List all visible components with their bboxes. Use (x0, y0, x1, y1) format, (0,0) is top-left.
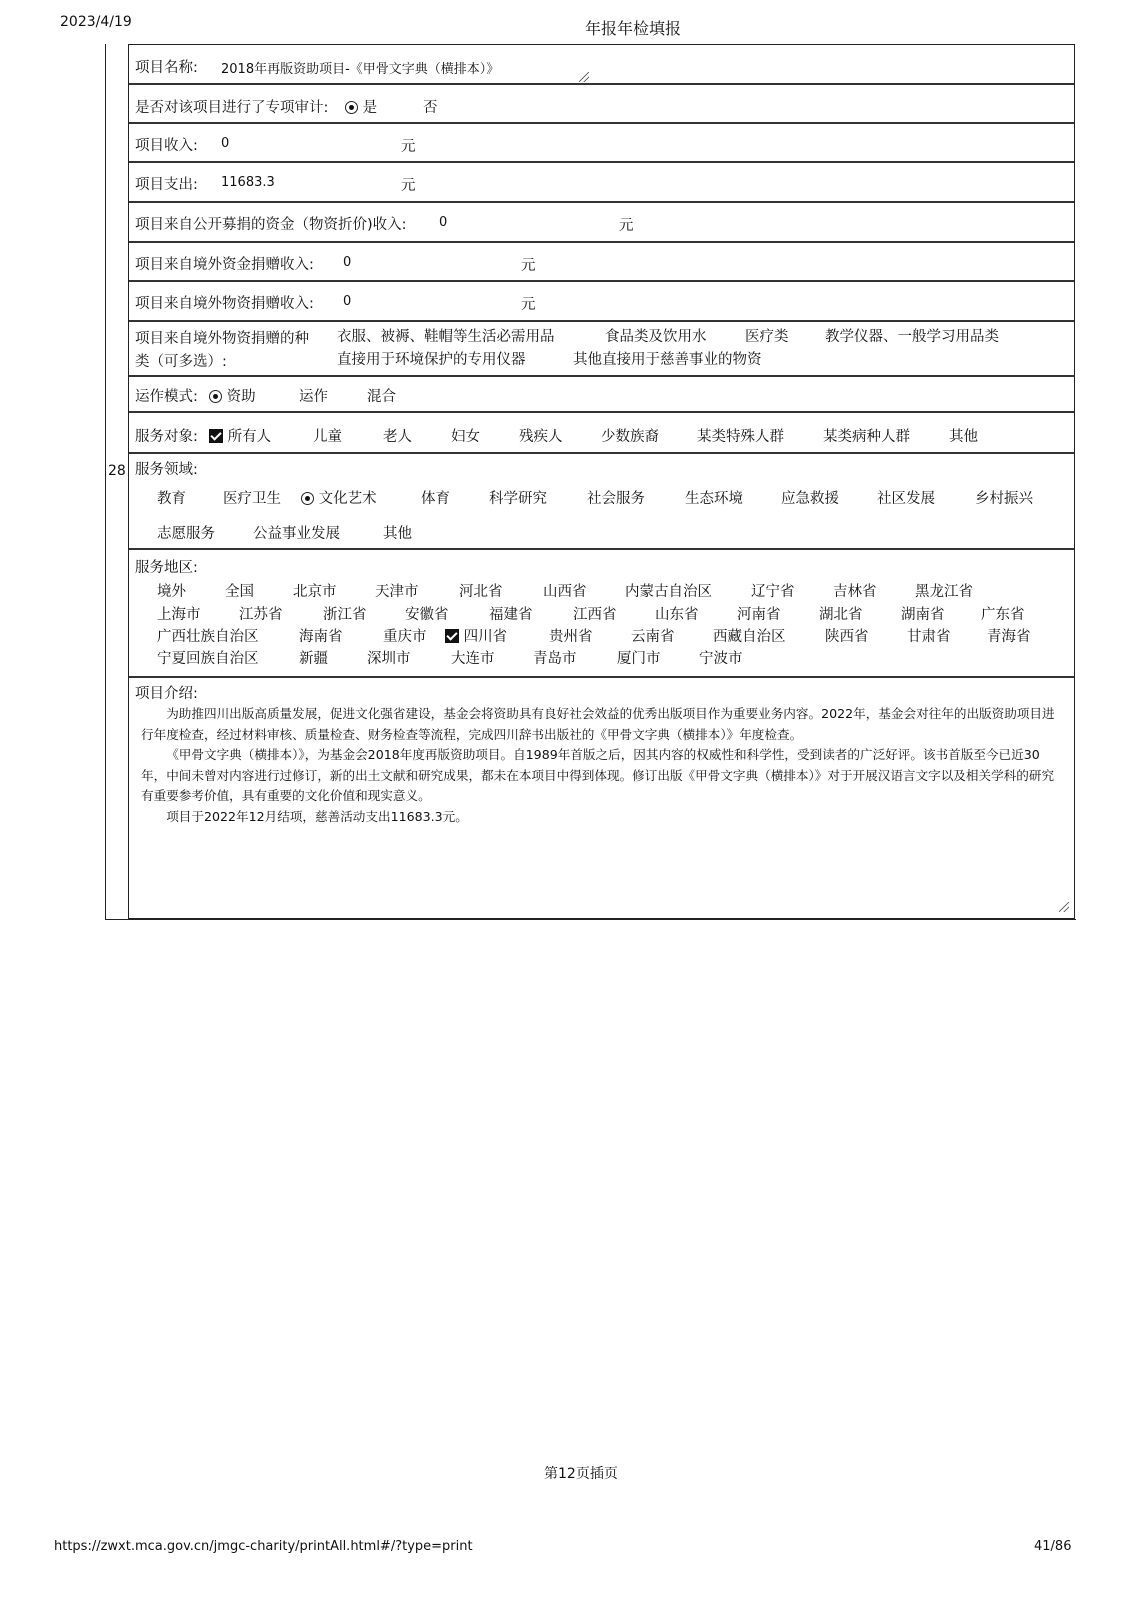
field-option[interactable]: 社区发展 (877, 491, 935, 507)
target-option[interactable]: 某类特殊人群 (697, 429, 784, 445)
regions-label: 服务地区: (135, 560, 198, 576)
region-option[interactable]: 甘肃省 (907, 629, 951, 645)
goods-option[interactable]: 食品类及饮用水 (605, 329, 707, 345)
resize-handle-icon[interactable] (1059, 902, 1069, 912)
audit-no-option[interactable]: 否 (423, 100, 438, 116)
goods-types-label-line2: 类（可多选）: (135, 354, 227, 370)
checkbox-checked-icon[interactable] (209, 429, 223, 443)
goods-types-label-line1: 项目来自境外物资捐赠的种 (135, 331, 309, 347)
income-label: 项目收入: (135, 138, 198, 154)
resize-handle-icon[interactable] (579, 72, 589, 82)
region-option[interactable]: 北京市 (293, 584, 337, 600)
expense-value[interactable]: 11683.3 (221, 175, 275, 190)
region-option[interactable]: 安徽省 (405, 607, 449, 623)
foreign-goods-value[interactable]: 0 (343, 294, 352, 309)
expense-unit: 元 (401, 178, 416, 194)
foreign-goods-row (129, 282, 1074, 322)
region-option-checked[interactable] (445, 625, 507, 646)
fields-label: 服务领域: (135, 462, 198, 478)
foreign-goods-label: 项目来自境外物资捐赠收入: (135, 296, 314, 312)
page-note: 第12页插页 (544, 1466, 618, 1482)
region-option[interactable]: 广东省 (981, 607, 1025, 623)
region-option[interactable]: 陕西省 (825, 629, 869, 645)
target-option[interactable]: 某类病种人群 (823, 429, 910, 445)
region-option[interactable]: 全国 (225, 584, 254, 600)
mode-option-label: 资助 (226, 389, 256, 405)
footer-page-number: 41/86 (1034, 1539, 1072, 1554)
intro-textarea[interactable] (129, 704, 1074, 914)
region-option[interactable]: 广西壮族自治区 (157, 629, 259, 645)
region-option[interactable]: 海南省 (299, 629, 343, 645)
region-option[interactable]: 贵州省 (549, 629, 593, 645)
region-option[interactable]: 西藏自治区 (713, 629, 786, 645)
target-option[interactable]: 妇女 (451, 429, 480, 445)
region-option[interactable]: 大连市 (451, 651, 495, 667)
region-option[interactable]: 上海市 (157, 607, 201, 623)
region-option[interactable]: 江西省 (573, 607, 617, 623)
intro-label: 项目介绍: (135, 686, 198, 702)
region-option[interactable]: 河南省 (737, 607, 781, 623)
mode-option[interactable]: 混合 (367, 389, 396, 405)
region-option[interactable]: 江苏省 (239, 607, 283, 623)
field-option[interactable]: 社会服务 (587, 491, 645, 507)
income-value[interactable]: 0 (221, 136, 230, 151)
field-option[interactable]: 体育 (421, 491, 450, 507)
region-option[interactable]: 湖北省 (819, 607, 863, 623)
target-option[interactable]: 老人 (383, 429, 412, 445)
region-option[interactable]: 新疆 (299, 651, 328, 667)
target-option-label: 所有人 (227, 429, 272, 445)
targets-row (129, 413, 1074, 454)
field-option-selected[interactable] (301, 487, 377, 508)
region-option-label: 四川省 (463, 629, 508, 645)
region-option[interactable]: 湖南省 (901, 607, 945, 623)
target-option[interactable]: 少数族裔 (601, 429, 659, 445)
goods-option[interactable]: 其他直接用于慈善事业的物资 (573, 352, 762, 368)
project-name-value[interactable]: 2018年再版资助项目-《甲骨文字典（横排本）》 (221, 62, 500, 77)
public-funds-row (129, 203, 1074, 243)
intro-row (129, 678, 1074, 918)
footer-url: https://zwxt.mca.gov.cn/jmgc-charity/printAll.html#/?type=print (54, 1539, 473, 1554)
region-option[interactable]: 深圳市 (367, 651, 411, 667)
region-option[interactable]: 吉林省 (833, 584, 877, 600)
target-option[interactable]: 残疾人 (519, 429, 563, 445)
side-number: 28 (108, 463, 126, 479)
report-form (128, 44, 1075, 919)
region-option[interactable]: 境外 (157, 584, 186, 600)
region-option[interactable]: 福建省 (489, 607, 533, 623)
goods-option[interactable]: 医疗类 (745, 329, 789, 345)
radio-selected-icon[interactable] (209, 390, 222, 403)
targets-label: 服务对象: (135, 429, 198, 445)
public-funds-unit: 元 (619, 218, 634, 234)
region-option[interactable]: 天津市 (375, 584, 419, 600)
field-option-label: 文化艺术 (318, 491, 377, 507)
audit-yes-option[interactable] (345, 96, 377, 117)
expense-label: 项目支出: (135, 177, 198, 193)
target-option[interactable]: 其他 (949, 429, 978, 445)
goods-option[interactable]: 直接用于环境保护的专用仪器 (337, 352, 526, 368)
public-funds-value[interactable]: 0 (439, 215, 448, 230)
intro-paragraph: 为助推四川出版高质量发展，促进文化强省建设，基金会将资助具有良好社会效益的优秀出版项目作为重要业务内容。2022年，基金会对往年的出版资助项目进行年度检查，经过材料审核、质量检查、财务检查等流程，完成四川辞书出版社的《甲骨文字典（横排本）》年度检查。 (141, 706, 1055, 742)
field-option[interactable]: 生态环境 (685, 491, 743, 507)
expense-row (129, 163, 1074, 203)
field-option[interactable]: 志愿服务 (157, 526, 215, 542)
public-funds-label: 项目来自公开募捐的资金（物资折价)收入: (135, 217, 407, 233)
foreign-funds-label: 项目来自境外资金捐赠收入: (135, 257, 314, 273)
goods-types-row (129, 322, 1074, 377)
foreign-funds-unit: 元 (521, 258, 536, 274)
radio-selected-icon[interactable] (345, 101, 358, 114)
region-option[interactable]: 山西省 (543, 584, 587, 600)
field-option[interactable]: 科学研究 (489, 491, 547, 507)
foreign-goods-unit: 元 (521, 297, 536, 313)
income-unit: 元 (401, 139, 416, 155)
intro-paragraph: 项目于2022年12月结项，慈善活动支出11683.3元。 (166, 809, 468, 824)
region-option[interactable]: 浙江省 (323, 607, 367, 623)
mode-option[interactable]: 运作 (299, 389, 328, 405)
fields-row (129, 454, 1074, 550)
foreign-funds-row (129, 243, 1074, 282)
target-option-checked[interactable] (209, 425, 271, 446)
target-option[interactable]: 儿童 (313, 429, 342, 445)
goods-option[interactable]: 衣服、被褥、鞋帽等生活必需用品 (337, 329, 555, 345)
region-option[interactable]: 黑龙江省 (915, 584, 973, 600)
field-option[interactable]: 其他 (383, 526, 412, 542)
mode-label: 运作模式: (135, 389, 198, 405)
region-option[interactable]: 青海省 (987, 629, 1031, 645)
regions-row (129, 550, 1074, 678)
project-name-label: 项目名称: (135, 60, 198, 76)
region-option[interactable]: 厦门市 (617, 651, 661, 667)
field-option[interactable]: 医疗卫生 (223, 491, 281, 507)
project-name-row (129, 45, 1074, 85)
audit-yes-label: 是 (362, 100, 378, 116)
region-option[interactable]: 辽宁省 (751, 584, 795, 600)
field-option[interactable]: 应急救援 (781, 491, 839, 507)
income-row (129, 124, 1074, 163)
mode-option-selected[interactable] (209, 385, 256, 406)
region-option[interactable]: 宁波市 (699, 651, 743, 667)
region-option[interactable]: 青岛市 (533, 651, 577, 667)
foreign-funds-value[interactable]: 0 (343, 255, 352, 270)
goods-option[interactable]: 教学仪器、一般学习用品类 (825, 329, 999, 345)
region-option[interactable]: 山东省 (655, 607, 699, 623)
intro-paragraph: 《甲骨文字典（横排本）》，为基金会2018年度再版资助项目。自1989年首版之后，因其内容的权威性和科学性，受到读者的广泛好评。该书首版至今已近30年，中间未曾对内容进行过修订，新的出土文献和研究成果，都未在本项目中得到体现。修订出版《甲骨文字典（横排本）》对于开展汉语言文字以及相关学科的研究有重要参考价值，具有重要的文化价值和现实意义。 (141, 747, 1055, 803)
audit-label: 是否对该项目进行了专项审计: (135, 100, 329, 116)
field-option[interactable]: 乡村振兴 (975, 491, 1033, 507)
region-option[interactable]: 云南省 (631, 629, 675, 645)
audit-row (129, 85, 1074, 124)
page-title: 年报年检填报 (585, 19, 682, 38)
print-date: 2023/4/19 (60, 14, 132, 30)
mode-row (129, 377, 1074, 413)
radio-selected-icon[interactable] (301, 492, 314, 505)
checkbox-checked-icon[interactable] (445, 629, 459, 643)
region-option[interactable]: 河北省 (459, 584, 503, 600)
region-option[interactable]: 重庆市 (383, 629, 427, 645)
field-option[interactable]: 教育 (157, 491, 186, 507)
field-option[interactable]: 公益事业发展 (253, 526, 340, 542)
region-option[interactable]: 内蒙古自治区 (625, 584, 712, 600)
region-option[interactable]: 宁夏回族自治区 (157, 651, 259, 667)
